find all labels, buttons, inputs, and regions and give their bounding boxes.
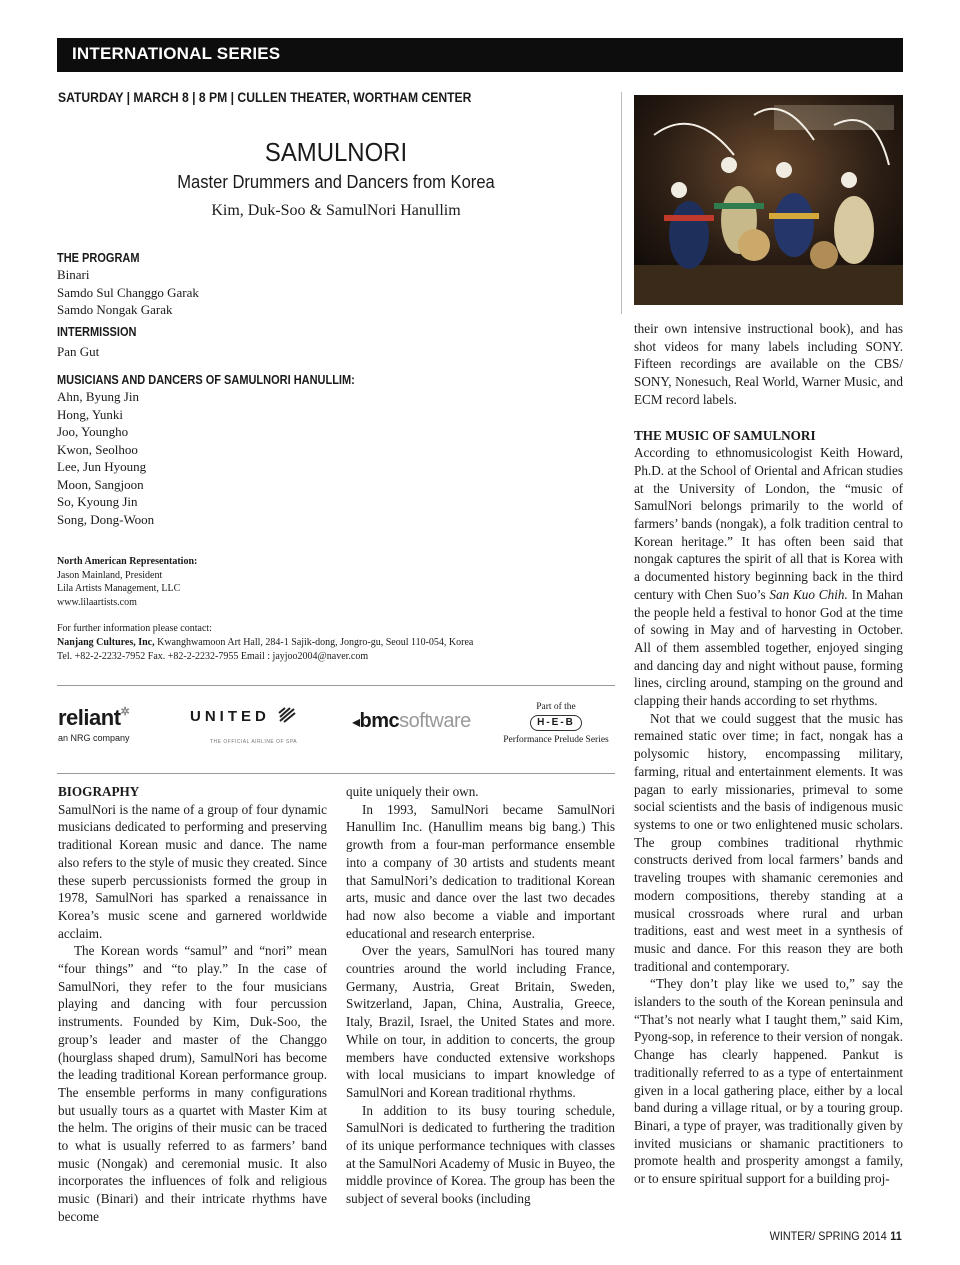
contact-phone: Tel. +82-2-2232-7952 Fax. +82-2-2232-7955 Email : jayjoo2004@naver.com — [57, 651, 369, 662]
biography-column-2 — [346, 783, 615, 1208]
united-wordmark: UNITED — [190, 708, 270, 725]
sponsor-divider-top — [57, 685, 615, 686]
representation-line: Jason Mainland, President — [57, 569, 163, 581]
music-paragraph: Not that we could suggest that the music has remained static over time; in fact, nongak has a polysomic history, encompassing military, farming, ritual and entertainment elements. It was pagan to early missionaries, primeval to some social scientists and the basis of indigenous music systems to one or two enlightened music scholars. The group combines traditional rhythmic constructs derived from local farmers’ bands and traveling troupes with shamanic ceremonies and modern compositions, thereby standing at a musical crossroads where rural and urban traditions, east and west meet in a synthesis of music and dance. For this reason they are both traditional and contemporary. — [634, 710, 903, 974]
artist-line: Kim, Duk-Soo & SamulNori Hanullim — [211, 202, 461, 219]
contact-org: Nanjang Cultures, Inc, — [57, 637, 155, 648]
program-heading: THE PROGRAM — [57, 251, 140, 265]
heb-logo — [500, 701, 612, 746]
biography-paragraph: Over the years, SamulNori has toured many countries around the world including France, Germany, Austria, Great Britain, Sweden, Switzerland, Japan, China, Australia, Greece, Italy, Brazil, Israel, the United States and more. While on tour, in addition to concerts, the group members have conducted extensive workshops with local musicians to impart knowledge of SamulNori and Korean traditional rhythms. — [346, 943, 615, 1100]
program-item: Samdo Sul Changgo Garak — [57, 284, 199, 300]
contact-block — [57, 622, 617, 664]
reliant-wordmark: reliant — [58, 705, 121, 730]
representation-line: Lila Artists Management, LLC — [57, 583, 181, 594]
music-text: In Mahan the people held a festival to honor God at the time of sowing in May and of harvesting in October. All of them assembled together, enjoyed singing and dancing day and night without pause, forming lines, circling around, stamping on the ground and clapping their hands according to set rhythms. — [634, 586, 903, 709]
software-wordmark: software — [399, 710, 471, 732]
performance-photo-image — [634, 95, 903, 305]
program-section — [57, 250, 617, 528]
representation-website: www.lilaartists.com — [57, 596, 137, 608]
biography-heading: BIOGRAPHY — [58, 784, 140, 799]
heb-top-text: Part of the — [536, 702, 576, 712]
page-footer — [770, 1229, 902, 1243]
music-column — [634, 320, 903, 1188]
music-heading: THE MUSIC OF SAMULNORI — [634, 427, 816, 443]
musicians-heading: MUSICIANS AND DANCERS OF SAMULNORI HANULLIM: — [57, 373, 355, 387]
event-details: SATURDAY | MARCH 8 | 8 PM | CULLEN THEATER, WORTHAM CENTER — [58, 90, 472, 105]
performance-photo — [634, 95, 903, 305]
biography-column-1 — [58, 783, 327, 1226]
biography-paragraph: In 1993, SamulNori became SamulNori Hanullim Inc. (Hanullim means big bang.) This growth from a four-man performance ensemble into a company of 30 artists and students meant that SamulNori’s dedication to traditional Korean arts, music and dance over the last two decades had now also become a viable and important educational and research enterprise. — [346, 801, 615, 941]
heb-badge: H-E-B — [530, 715, 582, 731]
music-text: According to ethnomusicologist Keith Howard, Ph.D. at the School of Oriental and African studies at the University of London, the “music of SamulNori belongs primarily to the world of farmers’ bands (nongak), a folk tradition central to Korean heritage.” It has often been said that nongak captures the spirit of all that is Korea with a documented history beginning back in the third century with Chen Suo’s — [634, 445, 903, 602]
biography-paragraph: In addition to its busy touring schedule, SamulNori is dedicated to furthering the tradition of its unique performance techniques with classes at the SamulNori Academy of Music in Buyeo, the middle province of Korea. The group has been the subject of several books (including — [346, 1102, 615, 1207]
biography-paragraph: quite uniquely their own. — [346, 784, 479, 799]
page-subtitle: Master Drummers and Dancers from Korea — [177, 172, 495, 192]
representation-heading: North American Representation: — [57, 556, 198, 567]
united-globe-icon — [278, 707, 296, 723]
reliant-logo: reliant✲ an NRG company — [58, 705, 130, 743]
heb-bottom-text: Performance Prelude Series — [503, 735, 609, 745]
program-item: Binari — [57, 267, 90, 282]
musician-name: Joo, Youngho — [57, 424, 129, 439]
united-logo — [190, 707, 297, 745]
series-banner — [57, 38, 903, 72]
issue-label: WINTER/ SPRING 2014 — [769, 1229, 887, 1243]
bmc-software-logo: ◂bmcsoftware — [352, 710, 471, 732]
musician-name: Song, Dong-Woon — [57, 511, 155, 527]
page-title: SAMULNORI — [264, 137, 408, 167]
sponsor-divider-bottom — [57, 773, 615, 774]
page-number: 11 — [890, 1229, 902, 1243]
contact-intro: For further information please contact: — [57, 623, 212, 634]
biography-paragraph: SamulNori is the name of a group of four dynamic musicians dedicated to performing and preserving traditional Korean music and dance. The name also refers to the style of music they created. Since these superb percussionists formed the group in 1978, SamulNori has sparked a renaissance in Korea’s music scene and garnered worldwide acclaim. — [58, 801, 327, 941]
reliant-tagline: an NRG company — [58, 733, 130, 743]
title-block — [150, 136, 522, 222]
series-title: INTERNATIONAL SERIES — [72, 44, 281, 63]
biography-paragraph: their own intensive instructional book), and has shot videos for many labels including SONY. Fifteen recordings are available on the CBS/ SONY, Nonesuch, Real World, Warner Music, and ECM record labels. — [634, 321, 903, 407]
musician-name: Lee, Jun Hyoung — [57, 459, 147, 474]
musician-name: Ahn, Byung Jin — [57, 389, 139, 404]
biography-paragraph: The Korean words “samul” and “nori” mean “four things” and “to play.” In the case of SamulNori, they refer to the four musicians playing and dancing with four percussion instruments. Founded by Kim, Duk-Soo, the group’s leader and master of the Changgo (hourglass shaped drum), SamulNori has become the leading traditional Korean performance group. The ensemble performs in many configurations but usually tours as a quartet with Master Kim at the helm. The origins of their music can be traced to what is usually referred to as farmers’ band music (Nongak) and ceremonial music. It also incorporates the influences of folk and religious music (Binari) and their intricate rhythms have become — [58, 943, 327, 1224]
music-paragraph: “They don’t play like we used to,” say the islanders to the south of the Korean peninsula and “That’s not nearly what I taught them,” said Kim, Pyong-sop, in reference to their version of nongak. Change has clearly happened. Pankut is traditionally referred to as a type of entertainment given in a local gathering place, either by a local band during a village ritual, or by a touring group. Binari, a type of prayer, was traditionally given by invited musicians or shamanic practitioners to promote health and prosperity amongst a family, or to ensure spiritual support for a building proj- — [634, 976, 903, 1187]
musician-name: Moon, Sangjoon — [57, 476, 144, 492]
musician-name: Hong, Yunki — [57, 406, 123, 422]
program-item: Samdo Nongak Garak — [57, 302, 173, 317]
bmc-wordmark: bmc — [359, 710, 400, 732]
program-item: Pan Gut — [57, 343, 100, 359]
music-paragraph — [634, 444, 903, 710]
united-tagline: THE OFFICIAL AIRLINE OF SPA — [210, 739, 298, 745]
column-divider — [621, 92, 622, 314]
book-title: San Kuo Chih. — [769, 586, 848, 602]
representation-block — [57, 555, 537, 609]
intermission-heading: INTERMISSION — [57, 324, 137, 339]
musician-name: Kwon, Seolhoo — [57, 441, 138, 457]
musician-name: So, Kyoung Jin — [57, 494, 138, 509]
contact-address: Kwanghwamoon Art Hall, 284-1 Sajik-dong, Jongro-gu, Seoul 110-054, Korea — [154, 637, 474, 648]
